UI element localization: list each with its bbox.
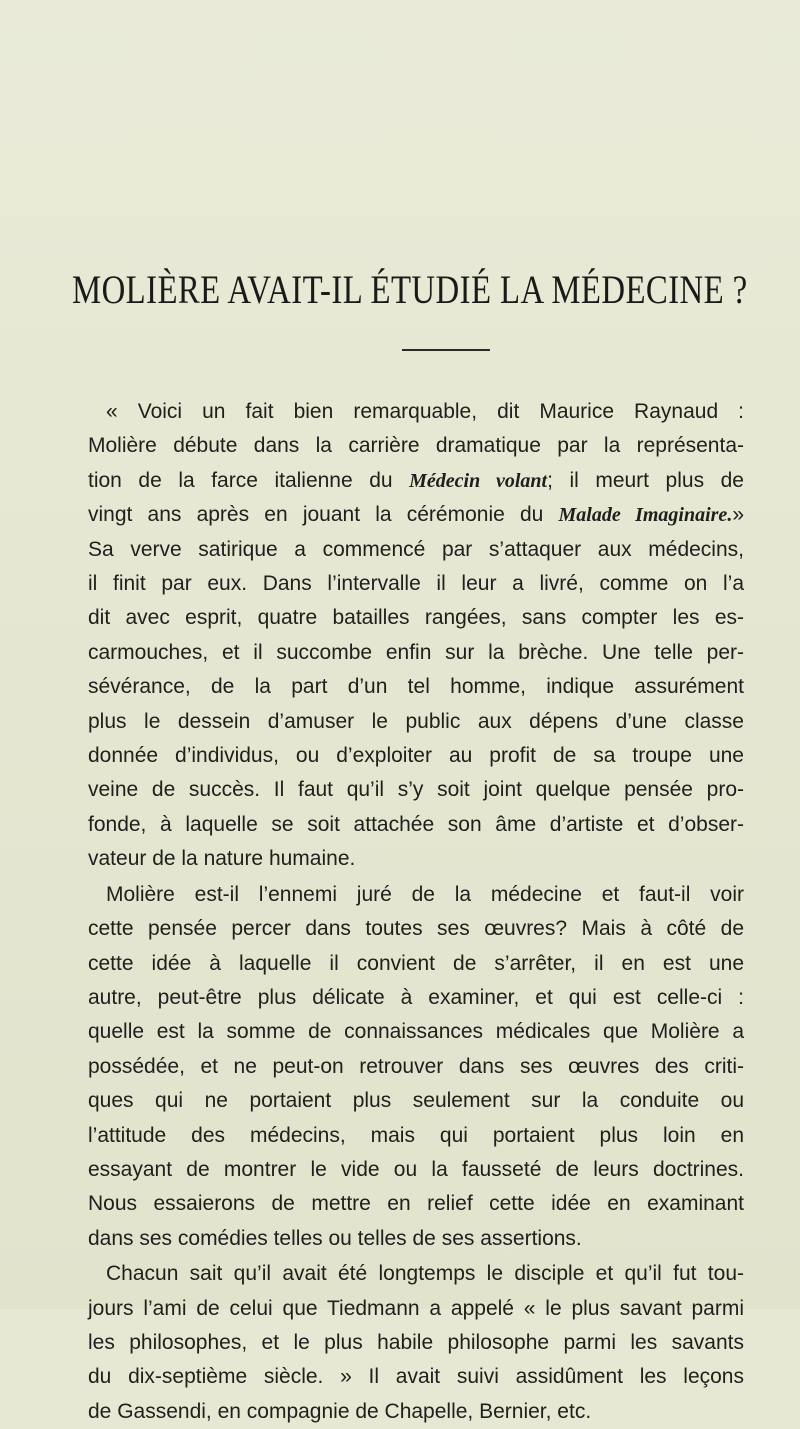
text-line: de Gassendi, en compagnie de Chapelle, Bernier, etc. [88,1399,592,1423]
text-line: cette idée à laquelle il convient de s’arrêter, il en est une [88,951,744,975]
text-line: Chacun sait qu’il avait été longtemps le disciple et qu’il fut tou- [106,1262,744,1286]
text-line: essayant de montrer le vide ou la fausseté de leurs doctrines. [88,1157,744,1181]
text-line: vateur de la nature humaine. [88,847,356,871]
paragraph [88,1257,744,1429]
italic-title: Médecin volant [409,469,548,492]
text-line: cette pensée percer dans toutes ses œuvres? Mais à côté de [88,917,744,941]
text-line: du dix-septième siècle. » Il avait suivi assidûment les leçons [88,1365,744,1389]
text-line: dans ses comédies telles ou telles de ses assertions. [88,1226,582,1250]
text-line: autre, peut-être plus délicate à examiner, et qui est celle-ci : [88,985,744,1009]
text-line: sévérance, de la part d’un tel homme, indique assurément [88,675,744,699]
text-line: fonde, à laquelle se soit attachée son âme d’artiste et d’obser- [88,812,744,836]
text-line: dit avec esprit, quatre batailles rangées, sans compter les es- [88,606,744,630]
text-line: Molière est-il l’ennemi juré de la médecine et faut-il voir [106,882,744,906]
text-line: possédée, et ne peut-on retrouver dans ses œuvres des criti- [88,1054,744,1078]
text-line: jours l’ami de celui que Tiedmann a appelé « le plus savant parmi [88,1296,744,1320]
text-line: carmouches, et il succombe enfin sur la brèche. Une telle per- [88,640,744,664]
text-line: quelle est la somme de connaissances médicales que Molière a [88,1020,744,1044]
paragraph [88,395,744,877]
text-line: tion de la farce italienne du Médecin volant; il meurt plus de [88,468,744,492]
text-line: l’attitude des médecins, mais qui portaient plus loin en [88,1123,744,1147]
chapter-title: MOLIÈRE AVAIT-IL ÉTUDIÉ LA MÉDECINE ? [72,267,748,312]
body-text [88,395,744,1429]
text-line: il finit par eux. Dans l’intervalle il leur a livré, comme on l’a [88,572,744,596]
text-line: Sa verve satirique a commencé par s’attaquer aux médecins, [88,537,744,561]
text-line: donnée d’individus, ou d’exploiter au profit de sa troupe une [88,744,744,768]
text-line: Molière débute dans la carrière dramatique par la représenta- [88,434,744,458]
text-line: plus le dessein d’amuser le public aux dépens d’une classe [88,709,744,733]
text-line: « Voici un fait bien remarquable, dit Maurice Raynaud : [106,400,744,423]
text-line: les philosophes, et le plus habile philosophe parmi les savants [88,1330,744,1354]
text-line: vingt ans après en jouant la cérémonie du Malade Imaginaire.» [88,503,745,527]
text-line: veine de succès. Il faut qu’il s’y soit joint quelque pensée pro- [88,778,744,802]
italic-title: Malade Imaginaire. [558,504,733,527]
title-rule [402,349,490,351]
paragraph [88,878,744,1256]
text-line: Nous essaierons de mettre en relief cette idée en examinant [88,1192,744,1216]
text-line: ques qui ne portaient plus seulement sur la conduite ou [88,1089,744,1113]
